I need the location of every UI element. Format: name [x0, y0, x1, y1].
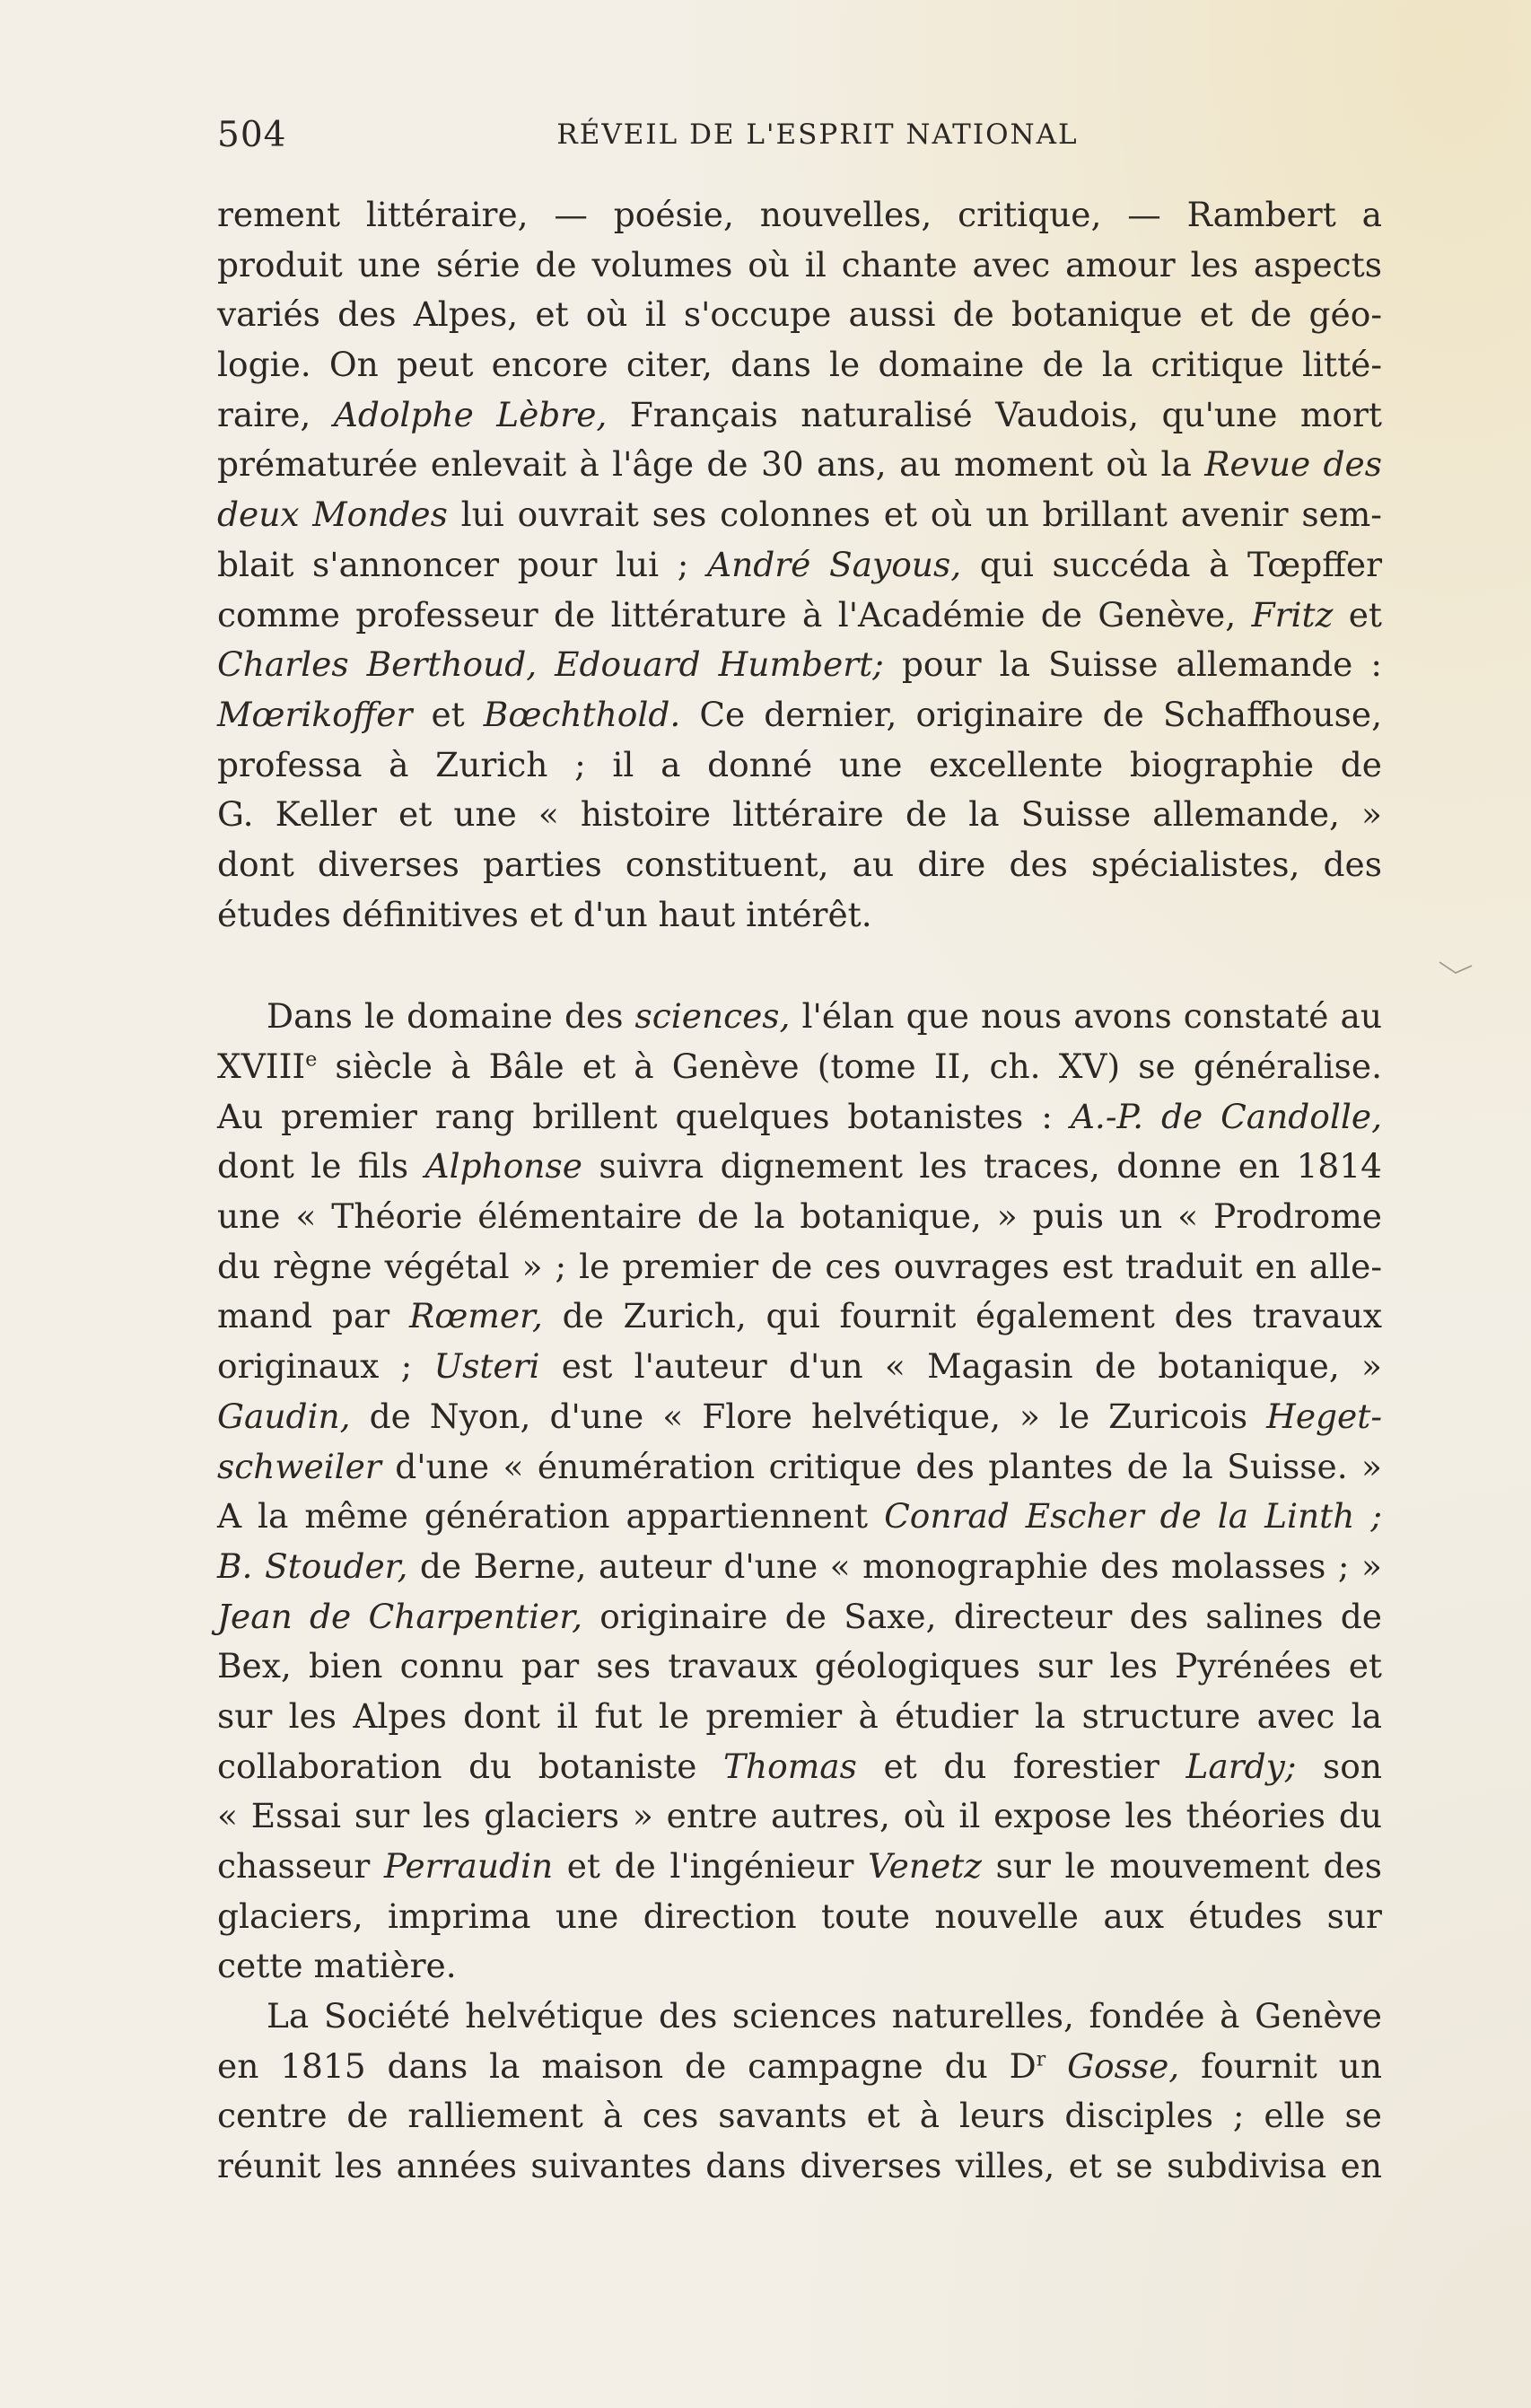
text-run: de Nyon, d'une « Flore helvétique, » le Zuricois: [350, 1396, 1267, 1436]
text-run: Au premier rang brillent quelques botanistes :: [217, 1096, 1071, 1136]
text-line: [217, 1292, 1382, 1342]
text-run: mand par: [217, 1296, 409, 1336]
text-run: Ce dernier, originaire de Schaffhouse,: [680, 694, 1382, 734]
italic-name: Gosse,: [1067, 2045, 1180, 2086]
paragraph-continuation: [217, 190, 1382, 940]
text-line: « Essai sur les glaciers » entre autres, où il expose les théories du: [217, 1796, 1382, 1836]
italic-name: B. Stouder,: [217, 1545, 408, 1586]
italic-name: Thomas: [723, 1746, 857, 1786]
text-line: [217, 1592, 1382, 1642]
text-run: son: [1296, 1746, 1382, 1786]
text-line: une « Théorie élémentaire de la botanique, » puis un « Prodrome: [217, 1196, 1382, 1237]
italic-name: deux Mondes: [217, 495, 448, 535]
italic-name: Mœrikoffer: [217, 694, 413, 734]
italic-name: Adolphe Lèbre,: [333, 394, 608, 434]
italic-name: Usteri: [433, 1346, 540, 1387]
text-run: comme professeur de littérature à l'Académie de Genève,: [217, 594, 1252, 635]
text-line: [217, 1742, 1382, 1792]
text-run: raire,: [217, 394, 334, 434]
text-run: et: [412, 694, 484, 734]
text-run: fournit un: [1179, 2045, 1382, 2086]
italic-name: Revue des: [1204, 444, 1382, 485]
italic-name: Jean de Charpentier,: [217, 1596, 582, 1636]
text-line: études définitives et d'un haut intérêt.: [217, 894, 872, 934]
paragraph-societe-helvetique: [217, 1992, 1382, 2192]
text-line: Bex, bien connu par ses travaux géologiques sur les Pyrénées et: [217, 1646, 1382, 1686]
text-run: d'une « énumération critique des plantes de la Suisse. »: [381, 1446, 1382, 1486]
italic-name: schweiler: [217, 1446, 381, 1486]
italic-name: Venetz: [868, 1846, 983, 1886]
text-line: [217, 540, 1382, 591]
paragraph-gap: [217, 940, 1382, 992]
text-line: [217, 1842, 1382, 1892]
text-run: originaux ;: [217, 1346, 434, 1387]
text-line: La Société helvétique des sciences naturelles, fondée à Genève: [267, 1996, 1382, 2036]
italic-name: Fritz: [1251, 594, 1334, 635]
running-head: [217, 115, 1382, 162]
text-line: dont diverses parties constituent, au dire des spécialistes, des: [217, 844, 1382, 884]
text-run: pour la Suisse allemande :: [883, 644, 1382, 685]
text-run: est l'auteur d'un « Magasin de botanique, »: [539, 1346, 1383, 1387]
text-run: sur le mouvement des: [982, 1846, 1382, 1886]
text-line: variés des Alpes, et où il s'occupe aussi de botanique et de géo-: [217, 294, 1382, 335]
text-line: [217, 1092, 1382, 1143]
text-run: dont le fils: [217, 1146, 425, 1186]
text-run: en 1815 dans la maison de campagne du D: [217, 2045, 1037, 2086]
text-run: et de l'ingénieur: [553, 1846, 869, 1886]
text-line: produit une série de volumes où il chante avec amour les aspects: [217, 244, 1382, 285]
text-line: sur les Alpes dont il fut le premier à étudier la structure avec la: [217, 1695, 1382, 1736]
text-line: [217, 440, 1382, 490]
text-line: réunit les années suivantes dans diverses villes, et se subdivisa en: [217, 2146, 1382, 2186]
paragraph-sciences: [217, 992, 1382, 1992]
text-line: [217, 690, 1382, 740]
text-run: Français naturalisé Vaudois, qu'une mort: [607, 394, 1382, 434]
text-line: [217, 591, 1382, 641]
text-run: lui ouvrait ses colonnes et où un brillant avenir sem-: [447, 495, 1382, 535]
text-line: [217, 1542, 1382, 1592]
text-line: [217, 490, 1382, 540]
text-line: [217, 992, 1382, 1042]
text-line: logie. On peut encore citer, dans le domaine de la critique litté-: [217, 345, 1382, 385]
text-run: chasseur: [217, 1846, 384, 1886]
text-run: A la même génération appartiennent: [217, 1496, 885, 1537]
text-run: prématurée enlevait à l'âge de 30 ans, au moment où la: [217, 444, 1205, 485]
text-line: [217, 1442, 1382, 1493]
text-run: blait s'annoncer pour lui ;: [217, 544, 708, 584]
italic-name: Perraudin: [383, 1846, 554, 1886]
text-line: rement littéraire, — poésie, nouvelles, critique, — Rambert a: [217, 195, 1382, 234]
text-line: [217, 640, 1382, 690]
italic-name: A.-P. de Candolle,: [1070, 1096, 1382, 1136]
text-run: de Berne, auteur d'une « monographie des molasses ; »: [407, 1545, 1382, 1586]
text-line: G. Keller et une « histoire littéraire de la Suisse allemande, »: [217, 794, 1382, 835]
text-line: [217, 1392, 1382, 1442]
text-line: glaciers, imprima une direction toute nouvelle aux études sur: [217, 1896, 1382, 1936]
text-run: Dans le domaine des: [267, 996, 635, 1037]
text-line: [217, 1492, 1382, 1542]
italic-name: Heget-: [1266, 1396, 1382, 1436]
page-number: 504: [217, 115, 287, 155]
italic-name: Rœmer,: [408, 1296, 543, 1336]
italic-name: Charles Berthoud, Edouard Humbert;: [217, 644, 884, 685]
italic-name: Gaudin,: [217, 1396, 351, 1436]
text-line: professa à Zurich ; il a donné une excellente biographie de: [217, 744, 1382, 784]
text-run: et: [1333, 594, 1383, 635]
text-line: [217, 2042, 1382, 2092]
text-run: suivra dignement les traces, donne en 1814: [582, 1146, 1383, 1186]
italic-name: Alphonse: [424, 1146, 582, 1186]
text-line: [217, 390, 1382, 441]
margin-mark: [1438, 957, 1474, 978]
running-title: RÉVEIL DE L'ESPRIT NATIONAL: [556, 118, 1079, 151]
text-run: collaboration du botaniste: [217, 1746, 723, 1786]
text-line: centre de ralliement à ces savants et à leurs disciples ; elle se: [217, 2096, 1382, 2136]
italic-name: Conrad Escher de la Linth ;: [884, 1496, 1382, 1537]
text-run: et du forestier: [856, 1746, 1186, 1786]
italic-name: André Sayous,: [707, 544, 962, 584]
text-run: l'élan que nous avons constaté au: [790, 996, 1382, 1037]
text-run: [1045, 2046, 1067, 2086]
superscript: e: [305, 1048, 318, 1072]
text-line: [217, 1342, 1382, 1392]
italic-name: sciences,: [634, 996, 791, 1037]
italic-name: Lardy;: [1185, 1746, 1297, 1786]
text-line: [217, 1142, 1382, 1192]
text-run: siècle à Bâle et à Genève (tome II, ch. XV) se généralise.: [317, 1046, 1382, 1086]
text-run: qui succéda à Tœpffer: [961, 544, 1383, 584]
text-line: du règne végétal » ; le premier de ces ouvrages est traduit en alle-: [217, 1246, 1382, 1286]
text-run: originaire de Saxe, directeur des salines de: [582, 1596, 1382, 1636]
text-line: cette matière.: [217, 1946, 457, 1986]
text-run: de Zurich, qui fournit également des travaux: [542, 1296, 1383, 1336]
text-run: XVIII: [217, 1046, 306, 1086]
superscript: r: [1036, 2048, 1046, 2071]
book-page: [217, 115, 1382, 2192]
italic-name: Bœchthold.: [483, 694, 681, 734]
text-line: [217, 1042, 1382, 1092]
